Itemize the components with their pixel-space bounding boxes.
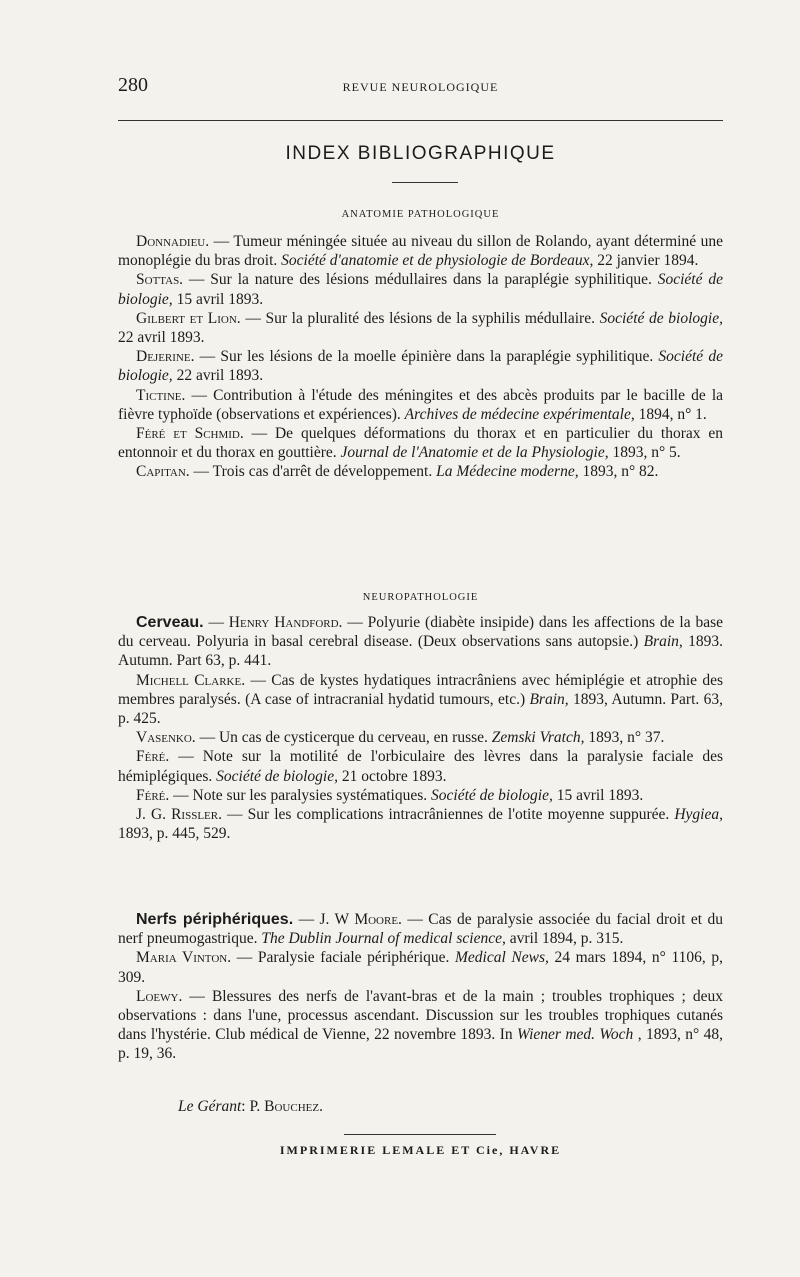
entry-author: Dejerine. — [136, 348, 195, 366]
entry-title: — Cas de paralysie associée du facial droit et du nerf pneumogastrique. — [118, 911, 724, 948]
bib-entry — [118, 948, 723, 986]
entry-source: Société de biologie, — [118, 348, 723, 385]
entry-date: 21 octobre 1893. — [337, 767, 447, 785]
entry-date: 22 avril 1893. — [118, 329, 205, 347]
bib-entry — [118, 462, 723, 481]
entry-source: Brain, — [643, 633, 683, 651]
footer-rule — [344, 1134, 496, 1135]
entry-author: Loewy. — [136, 987, 183, 1005]
bib-entry — [118, 786, 723, 805]
signature-line: Le Gérant: P. Bouchez. — [178, 1098, 323, 1115]
page-header — [118, 74, 723, 102]
entry-source: Zemski Vratch, — [491, 729, 585, 747]
entry-author: Capitan. — [136, 463, 190, 481]
entry-source: Journal de l'Anatomie et de la Physiologie, — [340, 444, 609, 462]
entry-author: — Henry Handford. — [203, 614, 343, 631]
header-rule — [118, 120, 723, 121]
entry-date: 1893, p. 445, 529. — [118, 825, 231, 843]
entry-title: — De quelques déformations du thorax et en particulier du thorax en entonnoir et du thorax en gouttière. — [118, 425, 723, 462]
section-nerfs-entries — [118, 910, 723, 1064]
entry-date: 15 avril 1893. — [172, 290, 264, 308]
entry-author: J. G. Rissler. — [136, 806, 222, 824]
entry-date: 1893, n° 82. — [578, 463, 659, 481]
entry-title: — Contribution à l'étude des méningites et des abcès produits par le bacille de la fièvre typhoïde (observations et expériences). — [118, 386, 723, 423]
running-title: REVUE NEUROLOGIQUE — [342, 80, 499, 94]
entry-date: 15 avril 1893. — [552, 786, 644, 804]
entry-author: — J. W Moore. — [293, 911, 402, 928]
entry-source: The Dublin Journal of medical science, — [261, 930, 506, 948]
entry-author: Sottas. — [136, 271, 184, 289]
entry-date: 22 janvier 1894. — [593, 252, 699, 270]
subject-heading: Cerveau. — [136, 614, 204, 631]
section-neuropathologie-entries — [118, 613, 723, 843]
bib-entry — [118, 347, 723, 385]
entry-date: avril 1894, p. 315. — [505, 930, 624, 948]
entry-title: — Note sur la motilité de l'orbiculaire des lèvres dans la paralysie faciale des hémiplégiques. — [118, 748, 723, 785]
entry-date: 1893, n° 37. — [584, 729, 665, 747]
section-heading-anatomie: ANATOMIE PATHOLOGIQUE — [341, 209, 500, 220]
entry-title: — Sur les lésions de la moelle épinière dans la paraplégie syphilitique. — [194, 348, 659, 366]
signature-name: P. Bouchez. — [249, 1098, 323, 1115]
entry-title: — Trois cas d'arrêt de développement. — [189, 463, 437, 481]
page-number: 280 — [118, 74, 148, 96]
entry-author: Féré et Schmid. — [136, 425, 244, 443]
entry-date: 24 mars 1894, n° 1106, p, 309. — [118, 949, 723, 986]
bib-entry — [118, 386, 723, 424]
entry-source: Société de biologie, — [118, 271, 723, 308]
entry-source: Medical News, — [455, 949, 549, 967]
entry-source: La Médecine moderne, — [436, 463, 579, 481]
entry-title: — Tumeur méningée située au niveau du sillon de Rolando, ayant déterminé une monoplégie du bras droit. — [118, 233, 723, 270]
entry-author: Vasenko. — [136, 729, 196, 747]
entry-source: Wiener med. Woch — [517, 1026, 634, 1044]
subject-heading: Nerfs périphériques. — [136, 911, 294, 928]
entry-author: Maria Vinton. — [136, 949, 232, 967]
bib-entry — [118, 987, 723, 1064]
page-title: INDEX BIBLIOGRAPHIQUE — [285, 143, 556, 164]
bib-entry — [118, 671, 723, 729]
entry-title: — Blessures des nerfs de l'avant-bras et de la main ; troubles trophiques ; deux observations : dans l'une, processus ascendant. Discussion sur les troubles trophiques cutanés dans l'hystérie. Club médical de Vienne, 22 novembre 1893. In — [118, 987, 723, 1044]
entry-source: Société d'anatomie et de physiologie de Bordeaux, — [281, 252, 594, 270]
title-rule — [392, 182, 458, 183]
printer-imprint: IMPRIMERIE LEMALE ET Cie, HAVRE — [279, 1143, 562, 1157]
entry-author: Gilbert et Lion. — [136, 309, 241, 327]
entry-source: Société de biologie, — [216, 767, 338, 785]
entry-author: Donnadieu. — [136, 233, 210, 250]
entry-author: Michell Clarke. — [136, 671, 246, 689]
bib-entry — [118, 270, 723, 308]
entry-source: Archives de médecine expérimentale, — [404, 405, 635, 423]
bib-entry — [118, 805, 723, 843]
entry-date: 1893, n° 5. — [608, 444, 681, 462]
entry-source: Brain, — [529, 690, 569, 708]
section-anatomie-entries — [118, 232, 723, 482]
entry-title: — Sur la nature des lésions médullaires dans la paraplégie syphilitique. — [183, 271, 658, 289]
bib-entry — [118, 747, 723, 785]
entry-source: Hygiea, — [674, 806, 723, 824]
entry-title: — Sur les complications intracrâniennes de l'otite moyenne suppurée. — [221, 806, 675, 824]
entry-title: — Un cas de cysticerque du cerveau, en russe. — [195, 729, 492, 747]
bib-entry — [118, 728, 723, 747]
entry-title: — Cas de kystes hydatiques intracrâniens avec hémiplégie et atrophie des membres paralysés. (A case of intracranial hydatid tumours, etc.) — [118, 671, 724, 708]
entry-date: 1893. Autumn. Part 63, p. 441. — [118, 633, 724, 670]
entry-source: Société de biologie, — [599, 309, 723, 327]
bib-entry — [118, 424, 723, 462]
entry-date: 22 avril 1893. — [172, 367, 264, 385]
bib-entry — [118, 613, 723, 671]
entry-author: Féré. — [136, 786, 170, 804]
signature-label: Le Gérant — [178, 1098, 242, 1115]
bib-entry — [118, 232, 723, 270]
entry-title: — Sur la pluralité des lésions de la syphilis médullaire. — [240, 309, 600, 327]
entry-date: 1893, Autumn. Part. 63, p. 425. — [118, 690, 723, 728]
bib-entry — [118, 910, 723, 948]
entry-author: Tictine. — [136, 386, 186, 404]
bib-entry — [118, 309, 723, 347]
entry-source: Société de biologie, — [431, 786, 553, 804]
entry-title: — Paralysie faciale périphérique. — [231, 949, 456, 967]
entry-author: Féré. — [136, 748, 170, 766]
entry-title: — Polyurie (diabète insipide) dans les affections de la base du cerveau. Polyuria in basal cerebral disease. (Deux observations sans autopsie.) — [118, 614, 723, 651]
entry-title: — Note sur les paralysies systématiques. — [169, 786, 432, 804]
entry-date: 1894, n° 1. — [634, 405, 707, 423]
section-heading-neuropathologie: NEUROPATHOLOGIE — [362, 592, 479, 603]
entry-date: , 1893, n° 48, p. 19, 36. — [118, 1026, 723, 1063]
